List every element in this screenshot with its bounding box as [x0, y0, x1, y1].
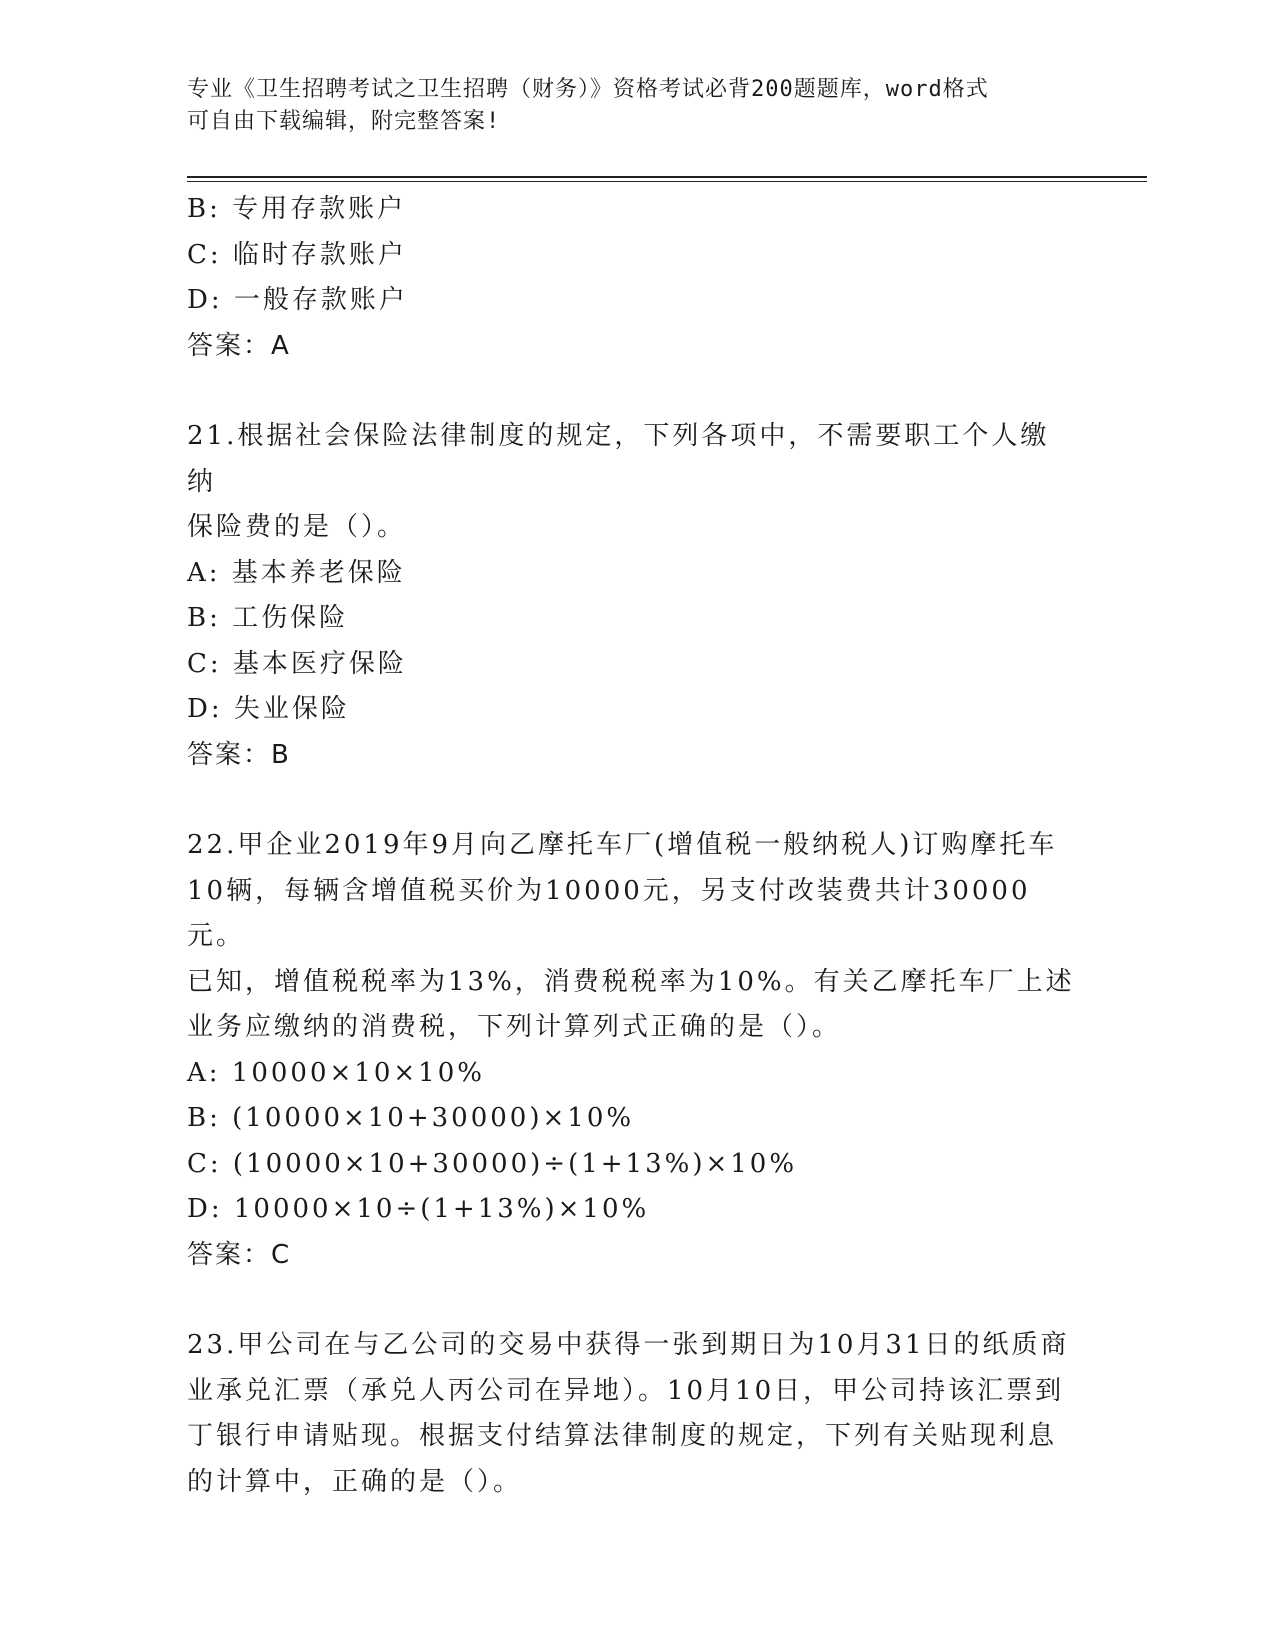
option-c: C: 基本医疗保险: [187, 648, 407, 679]
option-a: A: 基本养老保险: [187, 557, 406, 588]
header-line-1: 专业《卫生招聘考试之卫生招聘（财务）》资格考试必背200题题库，word格式: [187, 77, 989, 102]
option-b: B: 工伤保险: [187, 603, 349, 633]
question-text-line: 23.甲公司在与乙公司的交易中获得一张到期日为10月31日的纸质商: [187, 1330, 1070, 1360]
question-22-block: [187, 823, 1077, 1278]
question-text-line: 21.根据社会保险法律制度的规定，下列各项中，不需要职工个人缴纳: [187, 421, 1050, 497]
question-text-line: 保险费的是（）。: [187, 512, 407, 542]
spacer: [187, 369, 1077, 414]
option-c: C: (10000×10+30000)÷(1+13%)×10%: [187, 1148, 798, 1179]
question-text-line: 已知，增值税税率为13%，消费税税率为10%。有关乙摩托车厂上述: [187, 966, 1075, 997]
header-rule-thin: [187, 181, 1147, 182]
answer-line: 答案：B: [187, 739, 291, 770]
header-rule-thick: [187, 176, 1147, 178]
option-c: C: 临时存款账户: [187, 239, 407, 270]
header-line-2: 可自由下载编辑，附完整答案!: [187, 109, 501, 134]
question-23-block: [187, 1323, 1077, 1505]
question-text-line: 丁银行申请贴现。根据支付结算法律制度的规定，下列有关贴现利息: [187, 1421, 1058, 1451]
option-b: B: 专用存款账户: [187, 194, 407, 224]
option-d: D: 10000×10÷(1+13%)×10%: [187, 1194, 650, 1224]
question-content: [187, 187, 1077, 1505]
spacer: [187, 778, 1077, 823]
question-text-line: 的计算中，正确的是（）。: [187, 1466, 523, 1497]
option-d: D: 失业保险: [187, 694, 350, 724]
document-header: [187, 74, 1087, 138]
option-a: A: 10000×10×10%: [187, 1057, 485, 1088]
prev-question-block: [187, 187, 1077, 369]
question-text-line: 22.甲企业2019年9月向乙摩托车厂(增值税一般纳税人)订购摩托车: [187, 830, 1058, 860]
question-text-line: 业承兑汇票（承兑人丙公司在异地）。10月10日，甲公司持该汇票到: [187, 1375, 1065, 1406]
question-text-line: 10辆，每辆含增值税买价为10000元，另支付改装费共计30000元。: [187, 875, 1031, 951]
option-b: B: (10000×10+30000)×10%: [187, 1103, 635, 1133]
answer-line: 答案：C: [187, 1239, 292, 1270]
option-d: D: 一般存款账户: [187, 285, 408, 315]
spacer: [187, 1278, 1077, 1323]
question-text-line: 业务应缴纳的消费税，下列计算列式正确的是（）。: [187, 1012, 842, 1042]
answer-line: 答案：A: [187, 330, 291, 361]
question-21-block: [187, 414, 1077, 778]
